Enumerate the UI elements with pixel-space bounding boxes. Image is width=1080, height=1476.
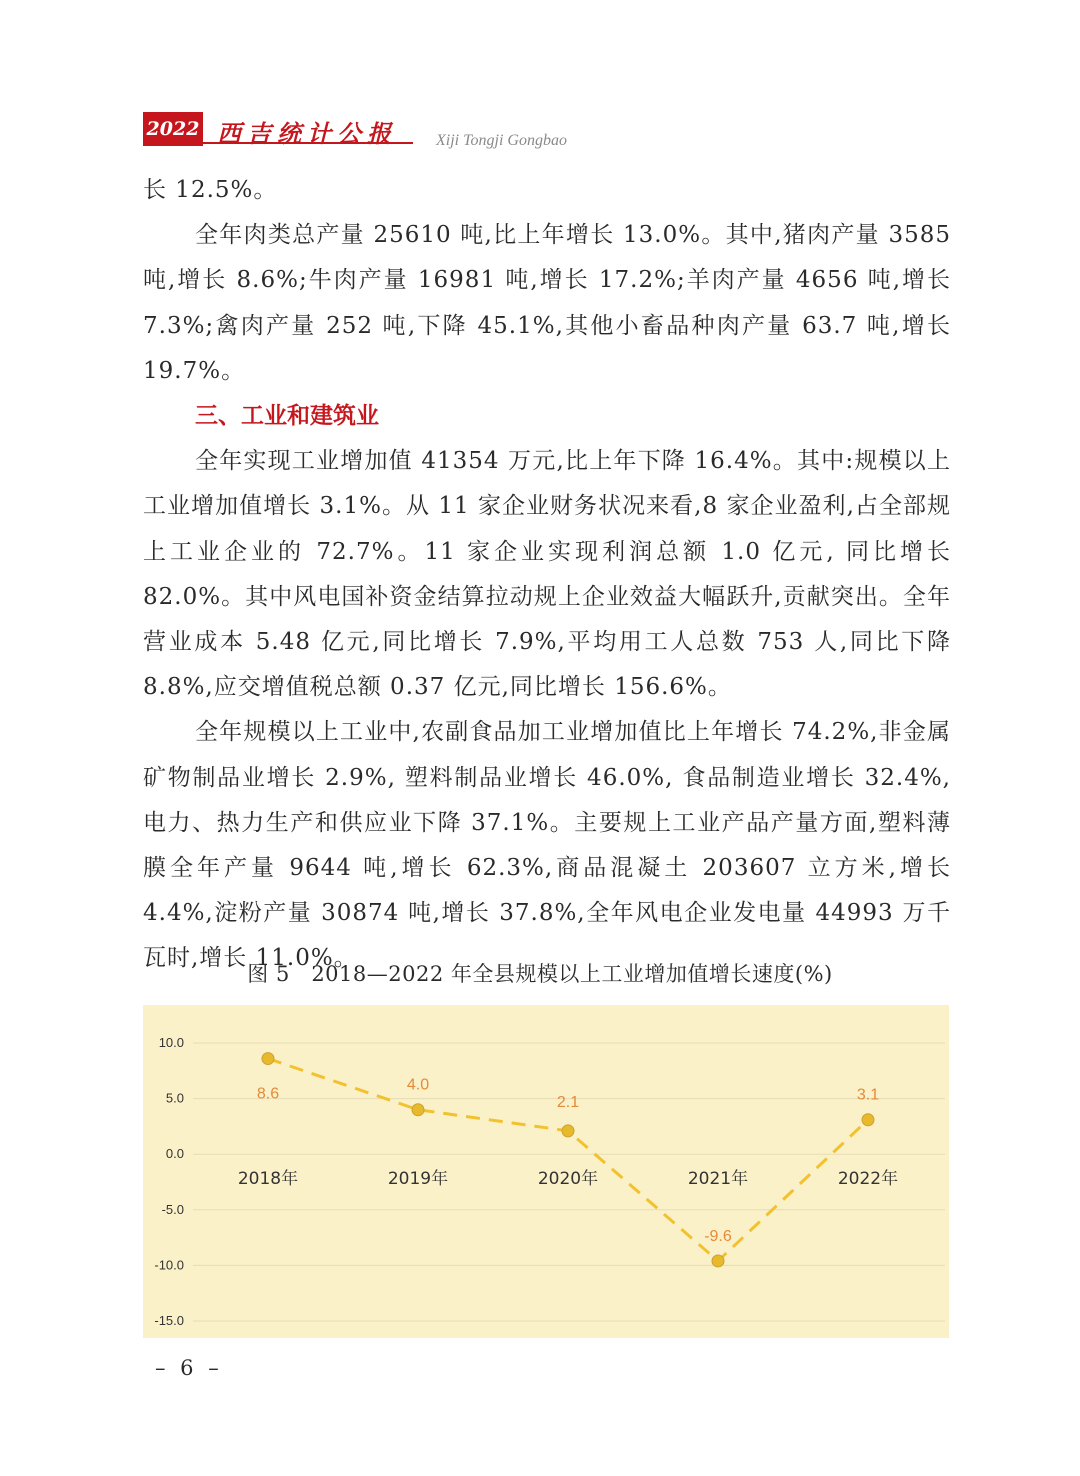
data-label: -9.6	[704, 1227, 732, 1245]
y-tick-label: 5.0	[165, 1090, 184, 1106]
x-category-label: 2021年	[687, 1169, 749, 1190]
x-category-label: 2020年	[537, 1169, 599, 1190]
data-point	[562, 1125, 574, 1137]
data-label: 2.1	[556, 1093, 580, 1111]
data-point	[712, 1255, 724, 1267]
year-badge: 2022	[143, 112, 203, 146]
paragraph-meat-output: 全年肉类总产量 25610 吨,比上年增长 13.0%。其中,猪肉产量 3585 吨,增长 8.6%;牛肉产量 16981 吨,增长 17.2%;羊肉产量 4656 吨,增长 7.3%;禽肉产量 252 吨,下降 45.1%,其他小畜品种肉产量 63.7 吨,增长 19.7%。	[143, 222, 951, 384]
page-number: – 6 –	[155, 1356, 223, 1380]
paragraph-industry-value: 全年实现工业增加值 41354 万元,比上年下降 16.4%。其中:规模以上工业增加值增长 3.1%。从 11 家企业财务状况来看,8 家企业盈利,占全部规上工业企业的 72.7%。11 家企业实现利润总额 1.0 亿元, 同比增长 82.0%。其中风电国补资金结算拉动规上企业效益大幅跃升,贡献突出。全年营业成本 5.48 亿元,同比增长 7.9%,平均用工人总数 753 人,同比下降 8.8%,应交增值税总额 0.37 亿元,同比增长 156.6%。	[143, 448, 951, 701]
figure-caption: 图 5 2018—2022 年全县规模以上工业增加值增长速度(%)	[247, 962, 833, 986]
data-label: 4.0	[406, 1076, 430, 1094]
x-category-label: 2019年	[387, 1169, 449, 1190]
section-heading: 三、工业和建筑业	[195, 403, 379, 430]
data-label: 8.6	[256, 1085, 280, 1103]
y-tick-label: 0.0	[165, 1146, 184, 1162]
page-header	[143, 112, 953, 152]
paragraph-industry-products: 全年规模以上工业中,农副食品加工业增加值比上年增长 74.2%,非金属矿物制品业增长 2.9%, 塑料制品业增长 46.0%, 食品制造业增长 32.4%,电力、热力生产和供应业下降 37.1%。主要规上工业产品产量方面,塑料薄膜全年产量 9644 吨,增长 62.3%,商品混凝土 203607 立方米,增长 4.4%,淀粉产量 30874 吨,增长 37.8%,全年风电企业发电量 44993 万千瓦时,增长 11.0%。	[143, 719, 952, 972]
chart-svg	[143, 1005, 949, 1338]
x-category-label: 2022年	[837, 1169, 899, 1190]
report-title-pinyin: Xiji Tongji Gongbao	[436, 132, 567, 149]
x-category-label: 2018年	[237, 1169, 299, 1190]
y-tick-label: -10.0	[154, 1257, 184, 1273]
data-point	[262, 1053, 274, 1065]
y-tick-label: -5.0	[161, 1201, 184, 1217]
data-label: 3.1	[856, 1086, 880, 1104]
body-text	[143, 168, 951, 982]
y-tick-label: -15.0	[154, 1313, 184, 1328]
data-point	[862, 1114, 874, 1126]
report-title: 西吉统计公报	[217, 119, 397, 148]
data-point	[412, 1104, 424, 1116]
line-chart	[143, 1005, 949, 1338]
y-tick-label: 10.0	[158, 1035, 184, 1050]
paragraph-continued: 长 12.5%。	[143, 177, 278, 203]
